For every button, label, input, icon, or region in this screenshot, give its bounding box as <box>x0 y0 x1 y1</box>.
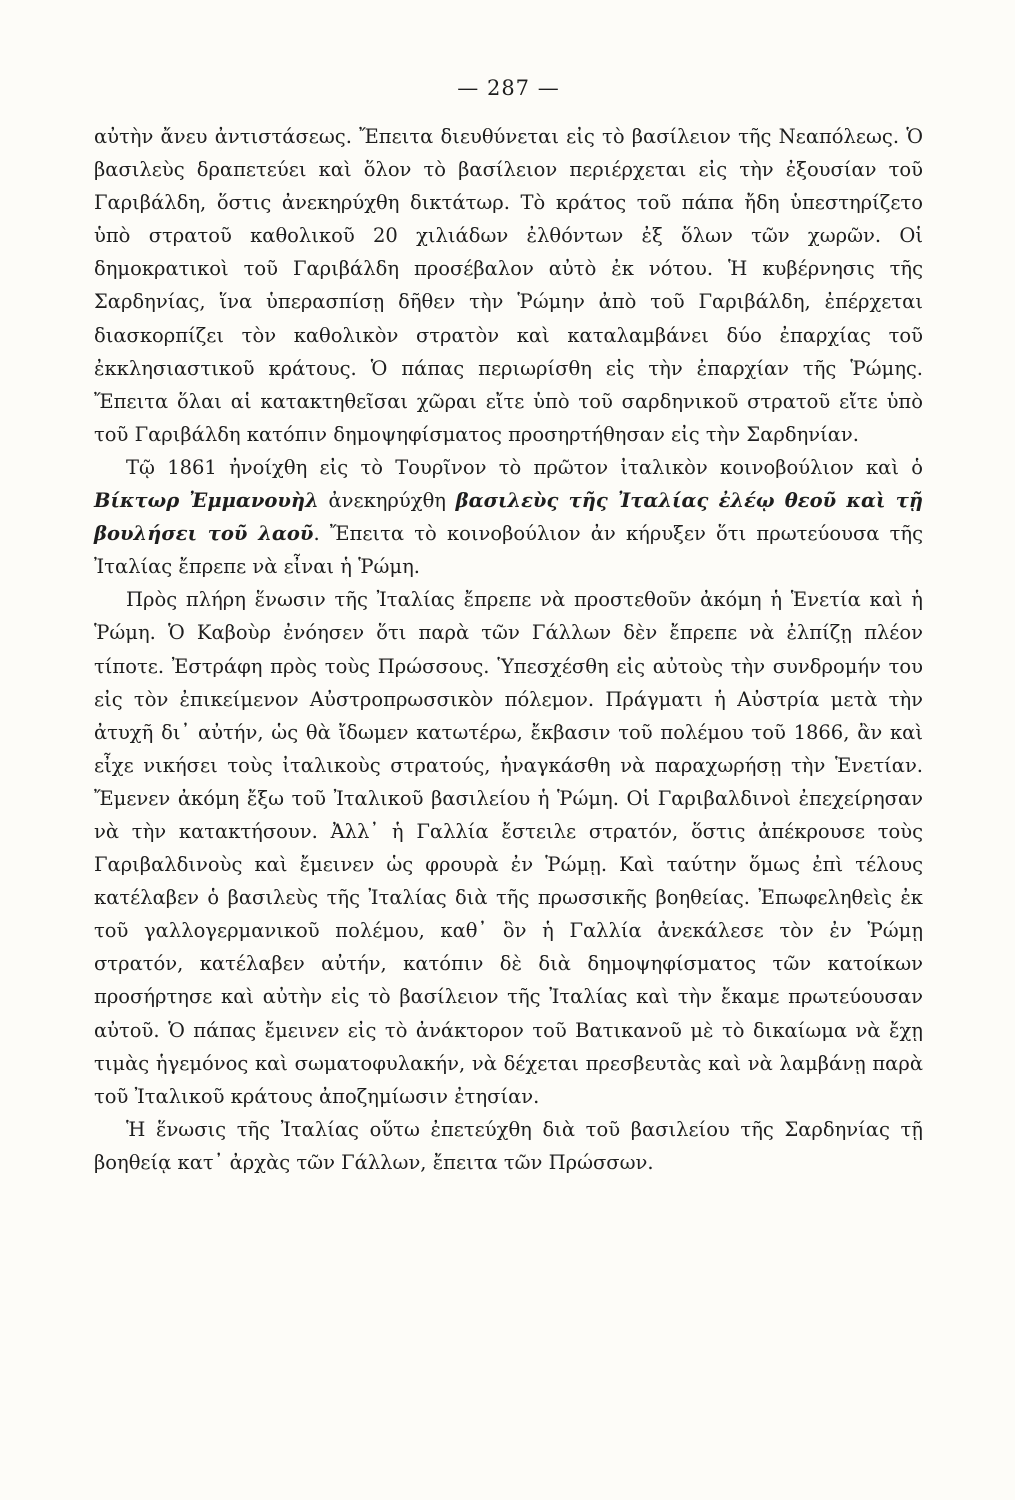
paragraph <box>94 583 923 1113</box>
emphasized-text: βασιλεὺς τῆς Ἰταλίας ἐλέῳ θεοῦ καὶ τῇ βουλήσει τοῦ λαοῦ <box>94 489 923 546</box>
paragraph <box>94 1113 923 1179</box>
paragraph-text: Πρὸς πλήρη ἕνωσιν τῆς Ἰταλίας ἔπρεπε νὰ προστεθοῦν ἀκόμη ἡ Ἑνετία καὶ ἡ Ῥώμη. Ὁ Καβοὺρ ἐνόησεν ὅτι παρὰ τῶν Γάλλων δὲν ἔπρεπε νὰ ἐλπίζῃ πλέον τίποτε. Ἐστράφη πρὸς τοὺς Πρώσσους. Ὑπεσχέσθη εἰς αὐτοὺς τὴν συνδρομήν του εἰς τὸν ἐπικείμενον Αὐστροπρωσσικὸν πόλεμον. Πράγματι ἡ Αὐστρία μετὰ τὴν ἀτυχῆ δι᾽ αὐτήν, ὡς θὰ ἴδωμεν κατωτέρω, ἔκβασιν τοῦ πολέμου τοῦ 1866, ἂν καὶ εἶχε νικήσει τοὺς ἰταλικοὺς στρατούς, ἠναγκάσθη νὰ παραχωρήσῃ τὴν Ἑνετίαν. Ἔμενεν ἀκόμη ἔξω τοῦ Ἰταλικοῦ βασιλείου ἡ Ῥώμη. Οἱ Γαριβαλδινοὶ ἐπεχείρησαν νὰ τὴν κατακτήσουν. Ἀλλ᾽ ἡ Γαλλία ἔστειλε στρατόν, ὅστις ἀπέκρουσε τοὺς Γαριβαλδινοὺς καὶ ἔμεινεν ὡς φρουρὰ ἐν Ῥώμῃ. Καὶ ταύτην ὅμως ἐπὶ τέλους κατέλαβεν ὁ βασιλεὺς τῆς Ἰταλίας διὰ τῆς πρωσσικῆς βοηθείας. Ἐπωφεληθεὶς ἐκ τοῦ γαλλογερμανικοῦ πολέμου, καθ᾽ ὃν ἡ Γαλλία ἀνεκάλεσε τὸν ἐν Ῥώμῃ στρατόν, κατέλαβεν αὐτήν, κατόπιν δὲ διὰ δημοψηφίσματος τῶν κατοίκων προσήρτησε καὶ αὐτὴν εἰς τὸ βασίλειον τῆς Ἰταλίας καὶ τὴν ἔκαμε πρωτεύουσαν αὐτοῦ. Ὁ πάπας ἔμεινεν εἰς τὸ ἀνάκτορον τοῦ Βατικανοῦ μὲ τὸ δικαίωμα νὰ ἔχῃ τιμὰς ἡγεμόνος καὶ σωματοφυλακήν, νὰ δέχεται πρεσβευτὰς καὶ νὰ λαμβάνῃ παρὰ τοῦ Ἰταλικοῦ κράτους ἀποζημίωσιν ἐτησίαν. <box>94 588 923 1108</box>
paragraph-text: ἀνεκηρύχθη <box>318 489 456 513</box>
paragraph-text: αὐτὴν ἄνευ ἀντιστάσεως. Ἔπειτα διευθύνεται εἰς τὸ βασίλειον τῆς Νεαπόλεως. Ὁ βασιλεὺς δραπετεύει καὶ ὅλον τὸ βασίλειον περιέρχεται εἰς τὴν ἐξουσίαν τοῦ Γαριβάλδη, ὅστις ἀνεκηρύχθη δικτάτωρ. Τὸ κράτος τοῦ πάπα ἤδη ὑπεστηρίζετο ὑπὸ στρατοῦ καθολικοῦ 20 χιλιάδων ἐλθόντων ἐξ ὅλων τῶν χωρῶν. Οἱ δημοκρατικοὶ τοῦ Γαριβάλδη προσέβαλον αὐτὸ ἐκ νότου. Ἡ κυβέρνησις τῆς Σαρδηνίας, ἵνα ὑπερασπίσῃ δῆθεν τὴν Ῥώμην ἀπὸ τοῦ Γαριβάλδη, ἐπέρχεται διασκορπίζει τὸν καθολικὸν στρατὸν καὶ καταλαμβάνει δύο ἐπαρχίας τοῦ ἐκκλησιαστικοῦ κράτους. Ὁ πάπας περιωρίσθη εἰς τὴν ἐπαρχίαν τῆς Ῥώμης. Ἔπειτα ὅλαι αἱ κατακτηθεῖσαι χῶραι εἴτε ὑπὸ τοῦ σαρδηνικοῦ στρατοῦ εἴτε ὑπὸ τοῦ Γαριβάλδη κατόπιν δημοψηφίσματος προσηρτήθησαν εἰς τὴν Σαρδηνίαν. <box>94 125 923 446</box>
emphasized-text: Βίκτωρ Ἐμμανουὴλ <box>94 489 319 513</box>
body-text <box>94 120 923 1179</box>
paragraph <box>94 451 923 583</box>
paragraph-text: . Ἔπειτα τὸ κοινοβούλιον ἀν κήρυξεν ὅτι πρωτεύουσα τῆς Ἰταλίας ἔπρεπε νὰ εἶναι ἡ Ῥώμη. <box>94 522 924 579</box>
page-number: — 287 — <box>457 76 560 100</box>
paragraph-text: Τῷ 1861 ἠνοίχθη εἰς τὸ Τουρῖνον τὸ πρῶτον ἰταλικὸν κοινοβούλιον καὶ ὁ <box>126 455 923 479</box>
paragraph <box>94 120 923 451</box>
paragraph-text: Ἡ ἕνωσις τῆς Ἰταλίας οὕτω ἐπετεύχθη διὰ τοῦ βασιλείου τῆς Σαρδηνίας τῇ βοηθείᾳ κατ᾽ ἀρχὰς τῶν Γάλλων, ἔπειτα τῶν Πρώσσων. <box>94 1117 923 1174</box>
